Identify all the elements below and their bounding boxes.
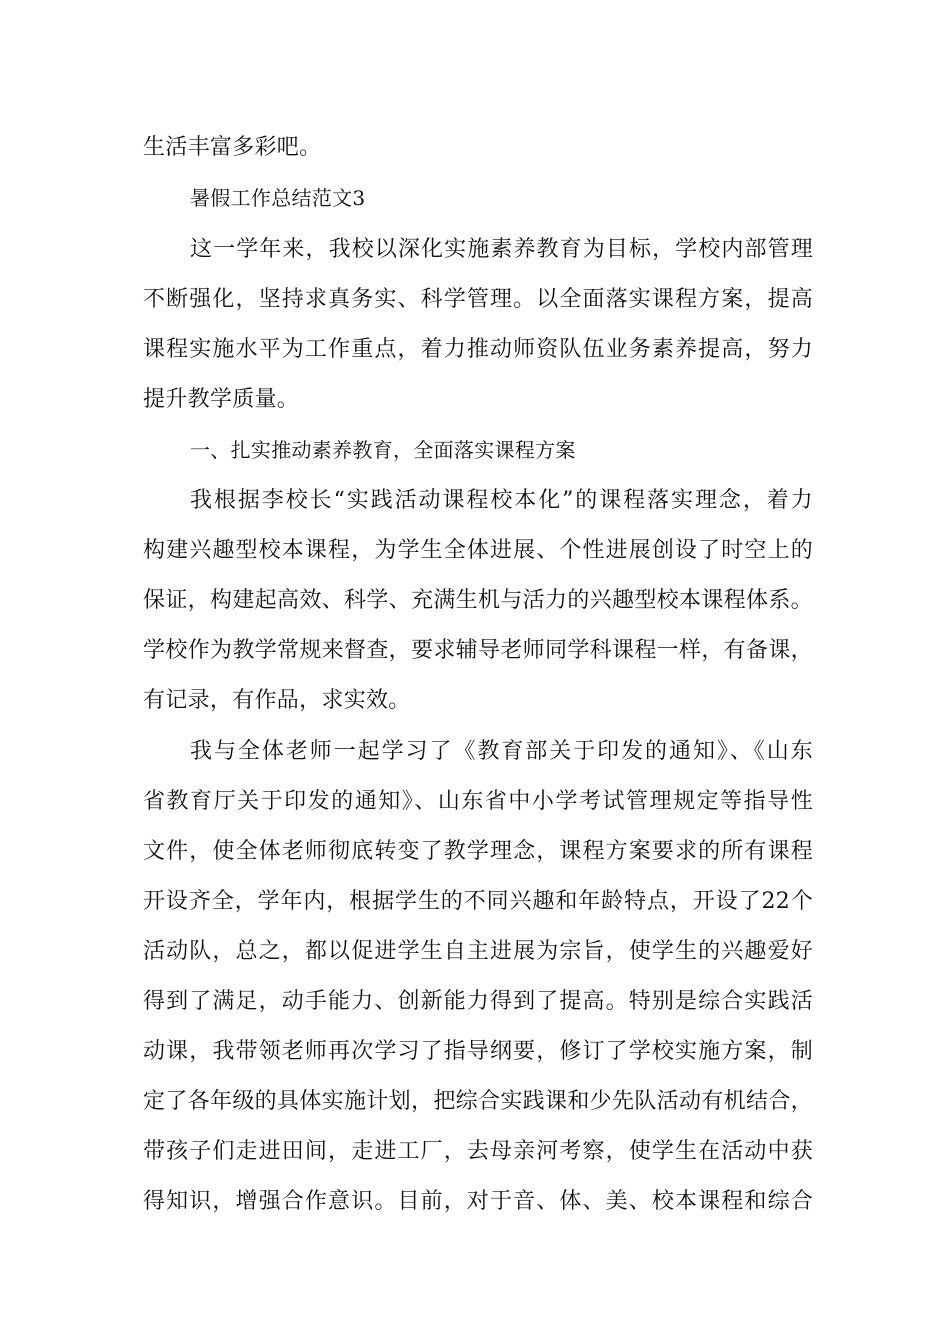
paragraph-line: 学校作为教学常规来督查，要求辅导老师同学科课程一样，有备课， xyxy=(143,638,813,663)
paragraph-line: 带孩子们走进田间，走进工厂，去母亲河考察，使学生在活动中获 xyxy=(143,1139,813,1164)
paragraph-line: 得到了满足，动手能力、创新能力得到了提高。特别是综合实践活 xyxy=(143,989,813,1014)
paragraph-line: 动课，我带领老师再次学习了指导纲要，修订了学校实施方案，制 xyxy=(143,1039,813,1064)
paragraph-line: 得知识，增强合作意识。目前，对于音、体、美、校本课程和综合 xyxy=(143,1189,813,1214)
paragraph-line: 我根据李校长“实践活动课程校本化”的课程落实理念，着力 xyxy=(190,488,813,513)
paragraph-line: 保证，构建起高效、科学、充满生机与活力的兴趣型校本课程体系。 xyxy=(143,588,813,613)
paragraph-line: 活动队，总之，都以促进学生自主进展为宗旨，使学生的兴趣爱好 xyxy=(143,939,813,964)
paragraph-line: 提升教学质量。 xyxy=(143,387,300,412)
paragraph-line: 有记录，有作品，求实效。 xyxy=(143,688,411,713)
paragraph-line: 生活丰富多彩吧。 xyxy=(143,135,322,160)
section-title: 暑假工作总结范文3 xyxy=(190,186,366,210)
paragraph-line: 开设齐全，学年内，根据学生的不同兴趣和年龄特点，开设了22个 xyxy=(143,889,813,914)
section-heading: 一、扎实推动素养教育，全面落实课程方案 xyxy=(190,438,576,462)
paragraph-line: 这一学年来，我校以深化实施素养教育为目标，学校内部管理 xyxy=(190,237,813,262)
paragraph-line: 课程实施水平为工作重点，着力推动师资队伍业务素养提高，努力 xyxy=(143,337,813,362)
paragraph-line: 文件，使全体老师彻底转变了教学理念，课程方案要求的所有课程 xyxy=(143,839,813,864)
paragraph-line: 我与全体老师一起学习了《教育部关于印发的通知》、《山东 xyxy=(190,739,813,764)
paragraph-line: 不断强化，坚持求真务实、科学管理。以全面落实课程方案，提高 xyxy=(143,287,813,312)
paragraph-line: 构建兴趣型校本课程，为学生全体进展、个性进展创设了时空上的 xyxy=(143,538,813,563)
paragraph-line: 定了各年级的具体实施计划，把综合实践课和少先队活动有机结合， xyxy=(143,1089,813,1114)
paragraph-line: 省教育厅关于印发的通知》、山东省中小学考试管理规定等指导性 xyxy=(143,789,813,814)
